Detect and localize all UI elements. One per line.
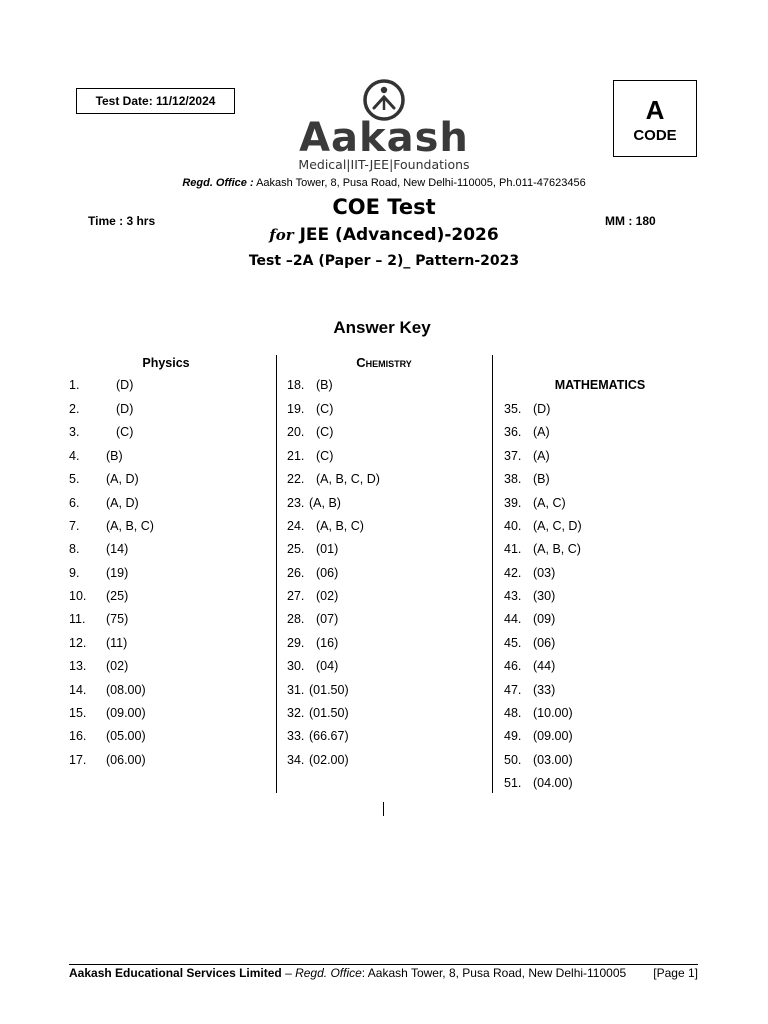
question-number: 19. [287, 402, 305, 416]
question-number: 5. [69, 472, 80, 486]
question-number: 45. [504, 636, 522, 650]
question-number: 16. [69, 729, 87, 743]
answer-value: (66.67) [309, 729, 349, 743]
question-number: 48. [504, 706, 522, 720]
answer-value: (05.00) [106, 729, 146, 743]
answer-value: (C) [316, 449, 334, 463]
question-number: 18. [287, 378, 305, 392]
answer-value: (A, B, C, D) [316, 472, 380, 486]
question-number: 29. [287, 636, 305, 650]
answer-value: (A, B, C) [316, 519, 364, 533]
column-divider-right [492, 355, 493, 793]
answer-value: (08.00) [106, 683, 146, 697]
question-number: 7. [69, 519, 80, 533]
logo-wordmark: Aakash [299, 115, 469, 161]
question-number: 23. [287, 496, 305, 510]
answer-value: (02) [106, 659, 129, 673]
answer-value: (A, C, D) [533, 519, 582, 533]
paper-code-label: CODE [633, 127, 677, 144]
exam-title: JEE (Advanced)-2026 [299, 225, 499, 245]
question-number: 32. [287, 706, 305, 720]
answer-key-heading: Answer Key [333, 318, 431, 337]
answer-value: (B) [106, 449, 123, 463]
question-number: 33. [287, 729, 305, 743]
page-title: COE Test [332, 195, 436, 219]
logo-tagline: Medical|IIT-JEE|Foundations [298, 157, 470, 172]
question-number: 42. [504, 566, 522, 580]
answer-value: (75) [106, 612, 129, 626]
question-number: 46. [504, 659, 522, 673]
answer-value: (D) [116, 402, 134, 416]
question-number: 1. [69, 378, 80, 392]
question-number: 28. [287, 612, 305, 626]
answer-value: (D) [116, 378, 134, 392]
answer-value: (09.00) [533, 729, 573, 743]
answer-value: (A, B) [309, 496, 341, 510]
question-number: 41. [504, 542, 522, 556]
answer-value: (03) [533, 566, 556, 580]
test-date-box [76, 88, 235, 114]
text-cursor [383, 802, 384, 816]
answer-value: (01.50) [309, 683, 349, 697]
question-number: 47. [504, 683, 522, 697]
answer-value: (04) [316, 659, 339, 673]
answer-value: (A, B, C) [533, 542, 581, 556]
question-number: 39. [504, 496, 522, 510]
footer-dash: – [281, 966, 296, 980]
column-divider-left [276, 355, 277, 793]
answer-value: (C) [316, 425, 334, 439]
answer-value: (30) [533, 589, 556, 603]
answer-value: (A) [533, 449, 550, 463]
answer-value: (06.00) [106, 753, 146, 767]
time-duration: Time : 3 hrs [88, 214, 156, 228]
test-pattern: Test –2A (Paper – 2)_ Pattern-2023 [248, 253, 520, 269]
answer-value: (B) [316, 378, 333, 392]
question-number: 26. [287, 566, 305, 580]
question-number: 8. [69, 542, 80, 556]
question-number: 4. [69, 449, 80, 463]
question-number: 37. [504, 449, 522, 463]
question-number: 6. [69, 496, 80, 510]
question-number: 49. [504, 729, 522, 743]
answer-value: (44) [533, 659, 556, 673]
answer-value: (19) [106, 566, 129, 580]
answer-value: (01.50) [309, 706, 349, 720]
question-number: 10. [69, 589, 87, 603]
question-number: 20. [287, 425, 305, 439]
exam-name [0, 225, 768, 245]
question-number: 38. [504, 472, 522, 486]
question-number: 3. [69, 425, 80, 439]
mathematics-heading: MATHEMATICS [554, 378, 646, 392]
regd-office-address: Aakash Tower, 8, Pusa Road, New Delhi-110005, Ph.011-47623456 [256, 177, 586, 189]
answer-value: (07) [316, 612, 339, 626]
question-number: 12. [69, 636, 87, 650]
question-number: 44. [504, 612, 522, 626]
answer-value: (06) [533, 636, 556, 650]
footer-address: : Aakash Tower, 8, Pusa Road, New Delhi-110005 [361, 966, 627, 980]
page-footer [69, 966, 698, 980]
paper-code-letter: A [645, 95, 665, 125]
answer-value: (06) [316, 566, 339, 580]
question-number: 25. [287, 542, 305, 556]
registered-office-line [0, 177, 768, 189]
answer-value: (25) [106, 589, 129, 603]
answer-value: (A, D) [106, 472, 139, 486]
footer-company: Aakash Educational Services Limited [69, 966, 282, 980]
answer-value: (09.00) [106, 706, 146, 720]
answer-value: (C) [116, 425, 134, 439]
answer-value: (16) [316, 636, 339, 650]
answer-value: (04.00) [533, 776, 573, 790]
question-number: 14. [69, 683, 87, 697]
answer-value: (A) [533, 425, 550, 439]
question-number: 13. [69, 659, 87, 673]
answer-value: (A, C) [533, 496, 566, 510]
answer-value: (C) [316, 402, 334, 416]
question-number: 30. [287, 659, 305, 673]
paper-code-box [613, 80, 697, 157]
regd-office-label: Regd. Office : [182, 177, 254, 189]
for-word: for [269, 226, 294, 244]
question-number: 51. [504, 776, 522, 790]
test-date: Test Date: 11/12/2024 [95, 94, 216, 108]
aakash-logo [290, 78, 478, 174]
question-number: 31. [287, 683, 305, 697]
question-number: 9. [69, 566, 80, 580]
answer-value: (14) [106, 542, 129, 556]
question-number: 43. [504, 589, 522, 603]
physics-heading: Physics [142, 356, 190, 370]
footer-rule [69, 964, 698, 965]
question-number: 2. [69, 402, 80, 416]
question-number: 11. [69, 612, 86, 626]
chemistry-heading: Chemistry [356, 355, 412, 370]
answer-value: (D) [533, 402, 551, 416]
question-number: 22. [287, 472, 305, 486]
max-marks: MM : 180 [605, 214, 656, 228]
question-number: 15. [69, 706, 87, 720]
footer-regd-label: Regd. Office [295, 966, 362, 980]
answer-value: (A, B, C) [106, 519, 154, 533]
question-number: 17. [69, 753, 87, 767]
answer-value: (03.00) [533, 753, 573, 767]
page-number: [Page 1] [653, 966, 698, 980]
question-number: 27. [287, 589, 305, 603]
question-number: 24. [287, 519, 305, 533]
question-number: 21. [287, 449, 305, 463]
answer-value: (A, D) [106, 496, 139, 510]
answer-value: (02) [316, 589, 339, 603]
question-number: 50. [504, 753, 522, 767]
answer-value: (09) [533, 612, 556, 626]
question-number: 36. [504, 425, 522, 439]
question-number: 35. [504, 402, 522, 416]
answer-value: (01) [316, 542, 339, 556]
question-number: 34. [287, 753, 305, 767]
answer-value: (02.00) [309, 753, 349, 767]
answer-value: (11) [106, 636, 128, 650]
answer-value: (33) [533, 683, 556, 697]
answer-value: (B) [533, 472, 550, 486]
question-number: 40. [504, 519, 522, 533]
answer-value: (10.00) [533, 706, 573, 720]
